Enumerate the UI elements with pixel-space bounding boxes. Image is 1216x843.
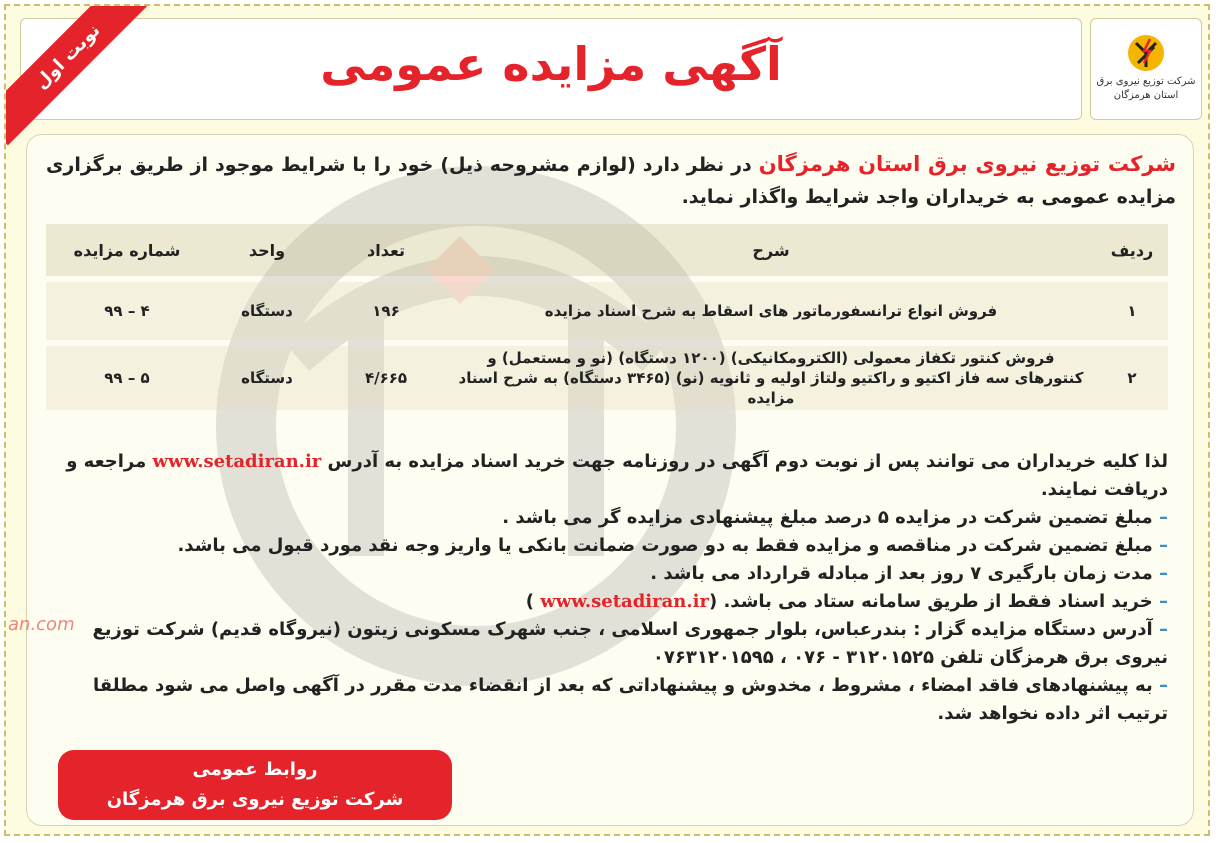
terms-item: – خرید اسناد فقط از طریق سامانه ستاد می باشد. (www.setadiran.ir ) (525, 591, 1168, 612)
col-unit: واحد (208, 224, 326, 276)
cell-row: ۲ (1096, 346, 1168, 410)
auction-items-table (46, 218, 1168, 416)
table-header-row (46, 224, 1168, 276)
cell-count: ۴/۶۶۵ (326, 346, 446, 410)
public-relations-badge (58, 750, 452, 820)
terms-item: – به پیشنهادهای فاقد امضاء ، مشروط ، مخدوش و پیشنهاداتی که بعد از انقضاء مدت مقرر در آگهی واصل می شود مطلقا ترتیب اثر داده نخواهد شد. (93, 675, 1168, 724)
table-row (46, 346, 1168, 410)
terms-item: – مبلغ تضمین شرکت در مزایده ۵ درصد مبلغ پیشنهادی مزایده گر می باشد . (502, 507, 1168, 528)
company-name: شرکت توزیع نیروی برق استان هرمزگان (758, 152, 1176, 176)
first-publication-ribbon: نوبت اول (4, 4, 156, 145)
cell-auction-no: ۵ – ۹۹ (46, 346, 208, 410)
intro-text: در نظر دارد (لوازم مشروحه ذیل) خود را با شرایط موجود از طریق برگزاری مزایده عمومی به خریداران واجد شرایط واگذار نماید. (46, 154, 1176, 208)
col-auction-no: شماره مزایده (46, 224, 208, 276)
col-description: شرح (446, 224, 1096, 276)
cell-row: ۱ (1096, 282, 1168, 340)
intro-paragraph (46, 148, 1176, 213)
col-row: ردیف (1096, 224, 1168, 276)
terms-item: – مبلغ تضمین شرکت در مناقصه و مزایده فقط به دو صورت ضمانت بانکی یا واریز وجه نقد مورد قبول می باشد. (177, 535, 1168, 556)
cell-auction-no: ۴ – ۹۹ (46, 282, 208, 340)
header-banner (20, 18, 1082, 120)
logo-line-2: استان هرمزگان (1113, 90, 1179, 101)
cell-description: فروش انواع ترانسفورماتور های اسقاط به شرح اسناد مزایده (446, 282, 1096, 340)
power-tower-icon (1124, 33, 1168, 73)
company-logo (1090, 18, 1202, 120)
cell-unit: دستگاه (208, 282, 326, 340)
terms-item: – آدرس دستگاه مزایده گزار : بندرعباس، بلوار جمهوری اسلامی ، جنب شهرک مسکونی زیتون (نیروگاه قدیم) شرکت توزیع نیروی برق هرمزگان تلفن ۳۱۲۰۱۵۲۵ - ۰۷۶ ، ۰۷۶۳۱۲۰۱۵۹۵ (92, 619, 1168, 668)
notice-frame (4, 4, 1210, 836)
cell-count: ۱۹۶ (326, 282, 446, 340)
footer-line-1: روابط عمومی (192, 759, 318, 780)
setadiran-link[interactable]: www.setadiran.ir (152, 451, 322, 472)
cell-description: فروش کنتور تکفاز معمولی (الکترومکانیکی) (۱۲۰۰ دستگاه) (نو و مستعمل) و کنتورهای سه فاز اکتیو و راکتیو ولتاژ اولیه و ثانویه (نو) (۳۴۶۵ دستگاه) به شرح اسناد مزایده (446, 346, 1096, 410)
footer-line-2: شرکت توزیع نیروی برق هرمزگان (106, 789, 404, 810)
col-count: تعداد (326, 224, 446, 276)
page-title: آگهی مزایده عمومی (320, 37, 782, 91)
setadiran-link-2[interactable]: www.setadiran.ir (540, 591, 709, 612)
terms-intro: لذا کلیه خریداران می توانند پس از نوبت دوم آگهی در روزنامه جهت خرید اسناد مزایده به آدرس www.setadiran.ir مراجعه و دریافت نمایند. (66, 451, 1168, 500)
table-row (46, 282, 1168, 340)
logo-line-1: شرکت توزیع نیروی برق (1096, 76, 1196, 87)
terms-section (46, 448, 1168, 728)
cell-unit: دستگاه (208, 346, 326, 410)
side-stamp-site: an.com (8, 614, 75, 635)
terms-item: – مدت زمان بارگیری ۷ روز بعد از مبادله قرارداد می باشد . (650, 563, 1168, 584)
